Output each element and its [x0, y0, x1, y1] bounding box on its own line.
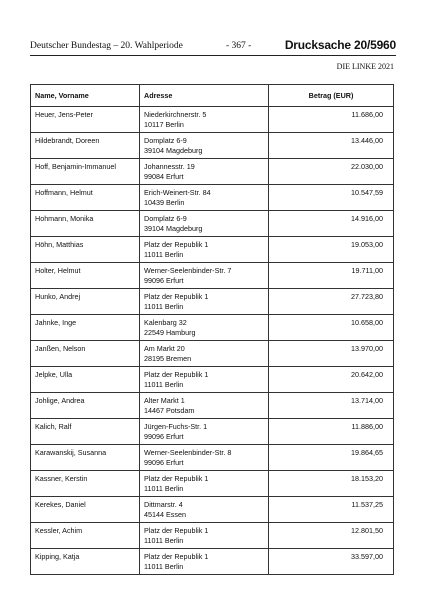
address-street: Domplatz 6-9	[144, 136, 187, 145]
donor-name: Heuer, Jens-Peter	[31, 107, 140, 133]
table-row	[31, 315, 394, 341]
donation-amount: 10.547,59	[269, 185, 394, 211]
table-header-row	[31, 85, 394, 107]
donor-name: Hildebrandt, Doreen	[31, 133, 140, 159]
donor-name: Jahnke, Inge	[31, 315, 140, 341]
donation-amount: 11.886,00	[269, 419, 394, 445]
address-street: Erich-Weinert-Str. 84	[144, 188, 211, 197]
column-header-amount: Betrag (EUR)	[269, 85, 394, 107]
table-body	[31, 107, 394, 575]
address-city: 14467 Potsdam	[144, 405, 195, 415]
table-row	[31, 471, 394, 497]
address-city: 28195 Bremen	[144, 353, 192, 363]
document-number: Drucksache 20/5960	[284, 38, 396, 52]
donor-name: Hohmann, Monika	[31, 211, 140, 237]
donation-amount: 12.801,50	[269, 523, 394, 549]
donation-amount: 19.711,00	[269, 263, 394, 289]
donor-name: Johlige, Andrea	[31, 393, 140, 419]
address-street: Dittmarstr. 4	[144, 500, 183, 509]
address-street: Platz der Republik 1	[144, 474, 209, 483]
address-street: Am Markt 20	[144, 344, 185, 353]
table-row	[31, 523, 394, 549]
donor-address	[140, 471, 269, 497]
address-street: Platz der Republik 1	[144, 240, 209, 249]
donation-amount: 27.723,80	[269, 289, 394, 315]
address-street: Platz der Republik 1	[144, 526, 209, 535]
address-street: Alter Markt 1	[144, 396, 185, 405]
donation-amount: 11.686,00	[269, 107, 394, 133]
donation-amount: 11.537,25	[269, 497, 394, 523]
table-row	[31, 497, 394, 523]
donor-address	[140, 523, 269, 549]
address-street: Platz der Republik 1	[144, 292, 209, 301]
table-row	[31, 341, 394, 367]
address-city: 99096 Erfurt	[144, 431, 184, 441]
address-city: 39104 Magdeburg	[144, 223, 203, 233]
address-city: 99096 Erfurt	[144, 275, 184, 285]
donor-name: Jelpke, Ulla	[31, 367, 140, 393]
address-street: Platz der Republik 1	[144, 370, 209, 379]
donations-table	[30, 84, 394, 575]
address-street: Johannesstr. 19	[144, 162, 195, 171]
donor-address	[140, 237, 269, 263]
table-row	[31, 159, 394, 185]
donor-name: Kalich, Ralf	[31, 419, 140, 445]
donor-address	[140, 341, 269, 367]
address-street: Niederkirchnerstr. 5	[144, 110, 207, 119]
table-row	[31, 107, 394, 133]
header-divider	[30, 55, 396, 56]
page-header	[30, 38, 396, 54]
donation-amount: 18.153,20	[269, 471, 394, 497]
donation-amount: 19.053,00	[269, 237, 394, 263]
donation-amount: 14.916,00	[269, 211, 394, 237]
donor-address	[140, 393, 269, 419]
address-city: 11011 Berlin	[144, 249, 184, 259]
donation-amount: 20.642,00	[269, 367, 394, 393]
address-city: 22549 Hamburg	[144, 327, 196, 337]
table-row	[31, 237, 394, 263]
address-street: Werner-Seelenbinder-Str. 7	[144, 266, 232, 275]
table-row	[31, 419, 394, 445]
donor-address	[140, 263, 269, 289]
address-street: Jürgen-Fuchs-Str. 1	[144, 422, 208, 431]
donation-amount: 22.030,00	[269, 159, 394, 185]
table-row	[31, 211, 394, 237]
donor-address	[140, 185, 269, 211]
donor-address	[140, 445, 269, 471]
donor-address	[140, 211, 269, 237]
table-row	[31, 185, 394, 211]
address-city: 11011 Berlin	[144, 379, 184, 389]
table-row	[31, 393, 394, 419]
donor-address	[140, 315, 269, 341]
donor-address	[140, 289, 269, 315]
table-row	[31, 367, 394, 393]
address-street: Platz der Republik 1	[144, 552, 209, 561]
donor-name: Hunko, Andrej	[31, 289, 140, 315]
donor-name: Kerekes, Daniel	[31, 497, 140, 523]
address-city: 10117 Berlin	[144, 119, 184, 129]
donor-name: Karawanskij, Susanna	[31, 445, 140, 471]
donor-address	[140, 419, 269, 445]
column-header-address: Adresse	[140, 85, 269, 107]
donation-amount: 13.970,00	[269, 341, 394, 367]
donor-address	[140, 549, 269, 575]
donor-name: Hoffmann, Helmut	[31, 185, 140, 211]
party-year-label: DIE LINKE 2021	[336, 62, 394, 71]
donation-amount: 33.597,00	[269, 549, 394, 575]
table-row	[31, 133, 394, 159]
donation-amount: 19.864,65	[269, 445, 394, 471]
address-city: 11011 Berlin	[144, 535, 184, 545]
donor-name: Hoff, Benjamin-Immanuel	[31, 159, 140, 185]
donor-address	[140, 159, 269, 185]
address-street: Domplatz 6-9	[144, 214, 187, 223]
address-city: 10439 Berlin	[144, 197, 185, 207]
address-city: 39104 Magdeburg	[144, 145, 203, 155]
address-street: Kalenbarg 32	[144, 318, 187, 327]
donor-address	[140, 367, 269, 393]
column-header-name: Name, Vorname	[31, 85, 140, 107]
donor-address	[140, 107, 269, 133]
parliament-label: Deutscher Bundestag – 20. Wahlperiode	[30, 41, 183, 51]
donor-name: Holter, Helmut	[31, 263, 140, 289]
table-row	[31, 445, 394, 471]
address-street: Werner-Seelenbinder-Str. 8	[144, 448, 232, 457]
table-row	[31, 549, 394, 575]
page-number: - 367 -	[226, 41, 252, 51]
address-city: 99096 Erfurt	[144, 457, 184, 467]
donor-name: Janßen, Nelson	[31, 341, 140, 367]
donor-name: Höhn, Matthias	[31, 237, 140, 263]
donation-amount: 13.714,00	[269, 393, 394, 419]
donation-amount: 13.446,00	[269, 133, 394, 159]
address-city: 99084 Erfurt	[144, 171, 184, 181]
address-city: 11011 Berlin	[144, 483, 184, 493]
address-city: 45144 Essen	[144, 509, 186, 519]
donor-address	[140, 497, 269, 523]
address-city: 11011 Berlin	[144, 561, 184, 571]
donor-address	[140, 133, 269, 159]
address-city: 11011 Berlin	[144, 301, 184, 311]
table-row	[31, 289, 394, 315]
donation-amount: 10.658,00	[269, 315, 394, 341]
donor-name: Kipping, Katja	[31, 549, 140, 575]
donor-name: Kassner, Kerstin	[31, 471, 140, 497]
donor-name: Kessler, Achim	[31, 523, 140, 549]
table-row	[31, 263, 394, 289]
